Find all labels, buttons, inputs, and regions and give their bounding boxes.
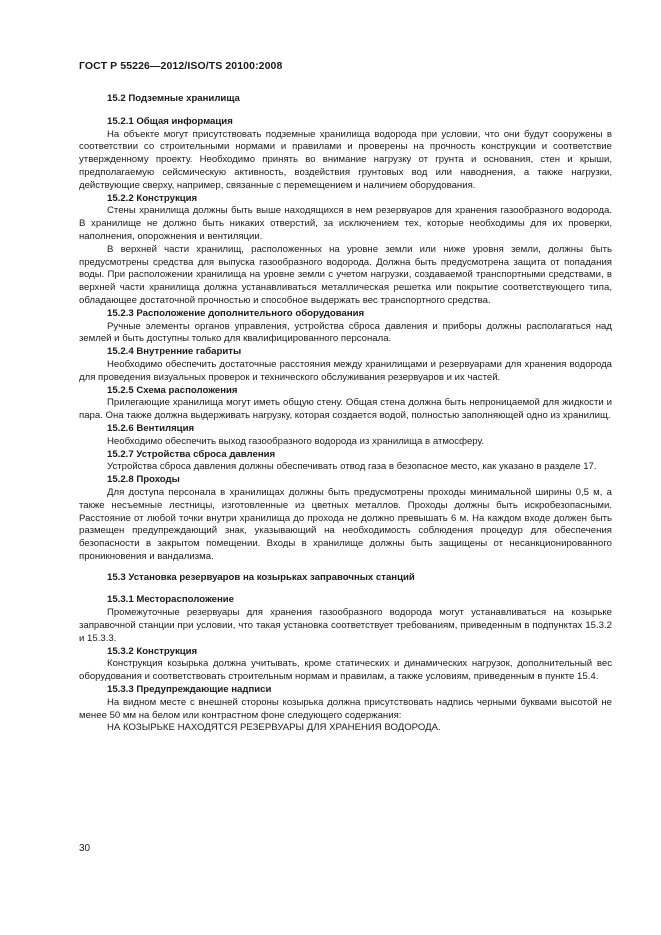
paragraph: В верхней части хранилищ, расположенных на уровне земли или ниже уровня земли, должны быть предусмотрены средства для выпуска газообразного водорода. Должна быть предусмотрена защита от попадания воды. При расположении хранилища на уровне земли с учетом нагрузки, создаваемой транспортными средствами, в верхней части хранилища должна устанавливаться металлическая решетка или покрытие соответствующего типа, обладающее достаточной прочностью и способное выдержать вес транспортного средства. (79, 243, 612, 306)
subsection-heading-15-2-4: 15.2.4 Внутренние габариты (107, 346, 242, 358)
warning-sign-text: НА КОЗЫРЬКЕ НАХОДЯТСЯ РЕЗЕРВУАРЫ ДЛЯ ХРАНЕНИЯ ВОДОРОДА. (107, 722, 441, 734)
subsection-heading-15-2-2: 15.2.2 Конструкция (107, 192, 198, 204)
subsection-heading-15-2-3: 15.2.3 Расположение дополнительного оборудования (107, 307, 365, 319)
subsection-heading-15-2-6: 15.2.6 Вентиляция (107, 422, 195, 434)
subsection-heading-15-3-3: 15.3.3 Предупреждающие надписи (107, 684, 272, 696)
document-standard-header: ГОСТ Р 55226—2012/ISO/TS 20100:2008 (79, 60, 283, 72)
paragraph: Промежуточные резервуары для хранения газообразного водорода могут устанавливаться на козырьке заправочной станции при условии, что такая установка соответствует требованиям, приведенным в подпунктах 15.3.2 и 15.3.3. (79, 607, 612, 644)
section-heading-15-3: 15.3 Установка резервуаров на козырьках заправочных станций (107, 571, 415, 583)
subsection-heading-15-2-5: 15.2.5 Схема расположения (107, 384, 238, 396)
paragraph: Стены хранилища должны быть выше находящихся в нем резервуаров для хранения газообразного водорода. В хранилище не должно быть никаких отверстий, за исключением тех, которые необходимы для их проверки, наполнения, опорожнения и вентиляции. (79, 205, 612, 242)
paragraph: Необходимо обеспечить достаточные расстояния между хранилищами и резервуарами для хранения водорода для проведения визуальных проверок и технического обслуживания резервуаров и их частей. (79, 358, 612, 383)
subsection-heading-15-2-8: 15.2.8 Проходы (107, 474, 180, 486)
paragraph: Для доступа персонала в хранилищах должны быть предусмотрены проходы минимальной ширины 0,5 м, а также несъемные лестницы, изготовленные из цветных металлов. Проходы должны быть искробезопасными. Расстояние от любой точки внутри хранилища до прохода не должно превышать 6 м. На каждом входе должен быть размещен предупреждающий знак, указывающий на необходимость соблюдения процедур для обеспечения безопасности в закрытом помещении. Входы в хранилище должны быть защищены от несанкционированного проникновения и вандализма. (79, 486, 612, 562)
subsection-heading-15-3-1: 15.3.1 Месторасположение (107, 594, 234, 606)
paragraph: Устройства сброса давления должны обеспечивать отвод газа в безопасное место, как указано в разделе 17. (107, 461, 597, 473)
paragraph: Прилегающие хранилища могут иметь общую стену. Общая стена должна быть непроницаемой для жидкости и пара. Она также должна выдерживать нагрузку, которая создается водой, полностью заполняющей одно из хранилищ. (79, 397, 612, 422)
section-heading-15-2: 15.2 Подземные хранилища (107, 93, 240, 104)
subsection-heading-15-2-7: 15.2.7 Устройства сброса давления (107, 448, 276, 460)
paragraph: На объекте могут присутствовать подземные хранилища водорода при условии, что они будут сооружены в соответствии со строительными нормами и правилами и проверены на прочность конструкции и соответствие утвержденному проекту. Необходимо принять во внимание нагрузку от грунта и основания, стен и крыши, предполагаемую сейсмическую активность, воздействия грунтовых вод или наводнения, а также нагрузки, действующие сверху, например, связанные с перемещением и наличием оборудования. (79, 128, 612, 191)
paragraph: Ручные элементы органов управления, устройства сброса давления и приборы должны располагаться над землей и быть доступны только для квалифицированного персонала. (79, 320, 612, 345)
paragraph: Конструкция козырька должна учитывать, кроме статических и динамических нагрузок, дополнительный вес оборудования и соответствовать строительным нормам и правилам, а также условиям, приведенным в пункте 15.4. (79, 658, 612, 683)
subsection-heading-15-3-2: 15.3.2 Конструкция (107, 645, 198, 657)
paragraph: Необходимо обеспечить выход газообразного водорода из хранилища в атмосферу. (107, 435, 485, 447)
paragraph: На видном месте с внешней стороны козырька должна присутствовать надпись черными буквами высотой не менее 50 мм на белом или контрастном фоне следующего содержания: (79, 696, 612, 721)
document-body (79, 93, 612, 735)
page-number: 30 (79, 843, 91, 854)
subsection-heading-15-2-1: 15.2.1 Общая информация (107, 115, 233, 127)
